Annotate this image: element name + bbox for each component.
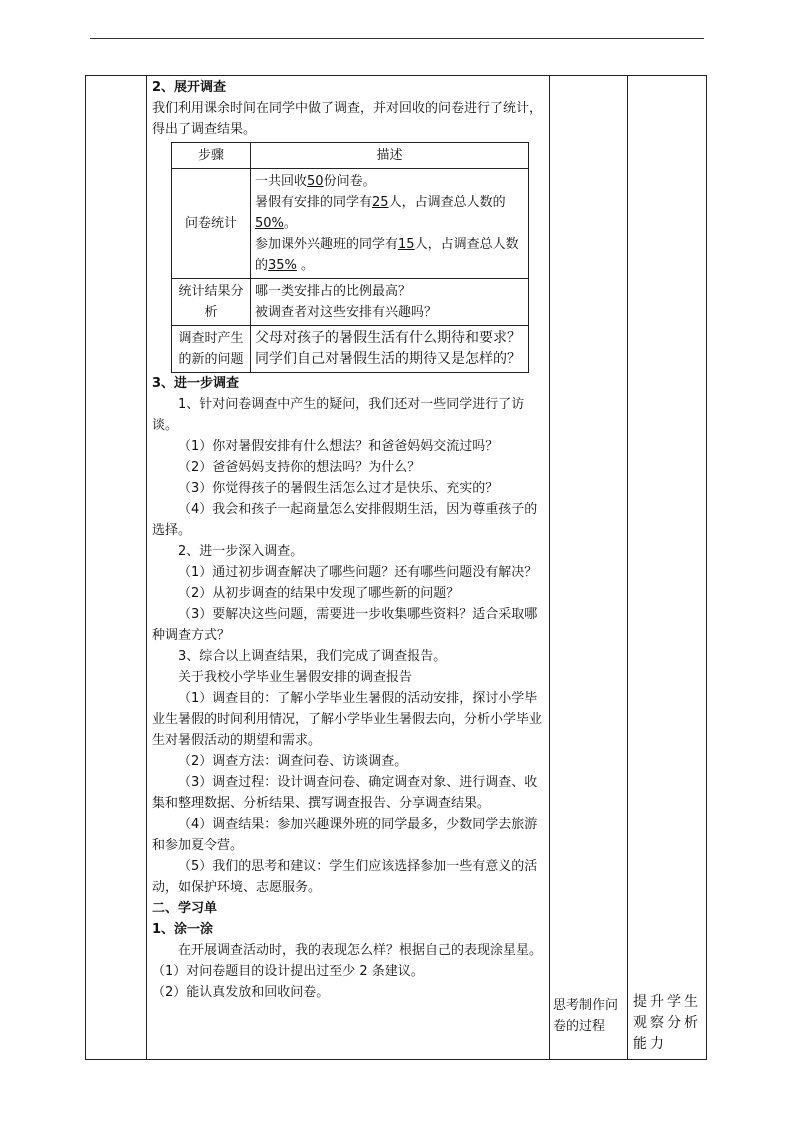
- teacher-activity-cell: 思考制作问卷的过程: [553, 998, 619, 1034]
- list-item: （1）调查目的：了解小学毕业生暑假的活动安排，探讨小学毕业生暑假的时间利用情况，了解小学毕业生暑假去向，分析小学毕业生对暑假活动的期望和需求。: [152, 691, 543, 748]
- section-heading: 1、涂一涂: [152, 922, 214, 937]
- list-item: （3）调查过程：设计调查问卷、确定调查对象、进行调查、收集和整理数据、分析结果、撰写调查报告、分享调查结果。: [152, 775, 538, 811]
- list-item: （4）调查结果：参加兴趣课外班的同学最多，少数同学去旅游和参加夏令营。: [152, 817, 538, 853]
- section-heading: 2、展开调查: [152, 80, 227, 95]
- section-heading: 二、学习单: [152, 901, 218, 916]
- description-cell: [251, 169, 529, 279]
- list-item: （1）你对暑假安排有什么想法？和爸爸妈妈交流过吗？: [178, 439, 499, 454]
- step-cell: 统计结果分析: [172, 279, 251, 326]
- section-heading: 3、进一步调查: [152, 376, 240, 391]
- list-item: （1）通过初步调查解决了哪些问题？还有哪些问题没有解决？: [178, 565, 538, 580]
- step-cell: 调查时产生的新的问题: [172, 326, 251, 373]
- table-header-row: [172, 143, 529, 169]
- paragraph: 在开展调查活动时，我的表现怎么样？根据自己的表现涂星星。: [178, 943, 543, 958]
- survey-table: [171, 142, 529, 373]
- list-item: （4）我会和孩子一起商量怎么安排假期生活，因为尊重孩子的选择。: [152, 502, 538, 538]
- list-item: （2）从初步调查的结果中发现了哪些新的问题？: [178, 586, 460, 601]
- description-cell: 父母对孩子的暑假生活有什么期待和要求？ 同学们自己对暑假生活的期待又是怎样的？: [251, 326, 529, 373]
- paragraph: 1、针对问卷调查中产生的疑问，我们还对一些同学进行了访谈。: [152, 397, 525, 433]
- table-row: [172, 169, 529, 279]
- lesson-table: [85, 75, 707, 1060]
- list-item: （2）能认真发放和回收问卷。: [152, 985, 330, 1000]
- paragraph: 3、综合以上调查结果，我们完成了调查报告。: [178, 649, 447, 664]
- paragraph: 我们利用课余时间在同学中做了调查，并对回收的问卷进行了统计，得出了调查结果。: [152, 101, 543, 137]
- stat-line: 一共回收50份问卷。: [255, 174, 376, 189]
- column-divider: [549, 76, 550, 1059]
- list-item: （3）要解决这些问题，需要进一步收集哪些资料？适合采取哪种调查方式？: [152, 607, 538, 643]
- column-header: 步骤: [172, 143, 251, 169]
- paragraph: 2、进一步深入调查。: [178, 544, 304, 559]
- stat-line: 参加课外兴趣班的同学有15人，占调查总人数的35% 。: [255, 237, 519, 273]
- report-title: 关于我校小学毕业生暑假安排的调查报告: [178, 670, 413, 685]
- stat-line: 暑假有安排的同学有25人，占调查总人数的50%。: [255, 195, 506, 231]
- description-cell: 哪一类安排占的比例最高？ 被调查者对这些安排有兴趣吗？: [251, 279, 529, 326]
- list-item: （5）我们的思考和建议：学生们应该选择参加一些有意义的活动，如保护环境、志愿服务。: [152, 859, 538, 895]
- column-header: 描述: [251, 143, 529, 169]
- table-row: [172, 326, 529, 373]
- list-item: （2）调查方法：调查问卷、访谈调查。: [178, 754, 408, 769]
- table-row: [172, 279, 529, 326]
- design-intent-cell: 提升学生观察分析能力: [633, 994, 701, 1052]
- list-item: （3）你觉得孩子的暑假生活怎么过才是快乐、充实的？: [178, 481, 499, 496]
- step-cell: 问卷统计: [172, 169, 251, 279]
- list-item: （2）爸爸妈妈支持你的想法吗？为什么？: [178, 460, 421, 475]
- list-item: （1）对问卷题目的设计提出过至少 2 条建议。: [152, 964, 424, 979]
- activity-content: [146, 77, 549, 1003]
- header-rule: [90, 38, 704, 39]
- column-divider: [627, 76, 628, 1059]
